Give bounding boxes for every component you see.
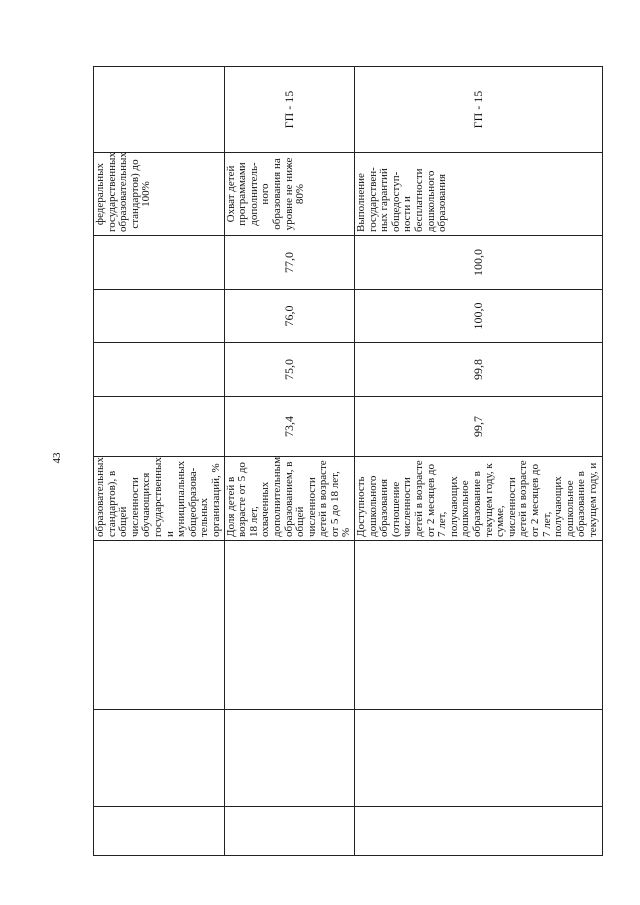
value-cell: 100,0 [355, 290, 603, 343]
empty-cell [224, 710, 355, 807]
table-row [355, 67, 603, 856]
target-cell: федеральных государственных образовательных стандартов) до 100% [94, 153, 225, 236]
document-table-rotated [93, 67, 599, 856]
value-cell [94, 236, 225, 290]
indicator-cell: Доступность дошкольного образования (отношение численности детей в возрасте от 2 месяцев до 7 лет, получающих дошкольное образование в текущем году, к сумме, численности детей в возрасте от 2 месяцев до 7 лет, получающих дошкольное образование в текущем году, и [355, 457, 603, 541]
value-cell [94, 343, 225, 397]
empty-cell [94, 541, 225, 710]
table-row [94, 67, 225, 856]
empty-cell [355, 710, 603, 807]
code-cell [94, 67, 225, 153]
value-cell: 75,0 [224, 343, 355, 397]
value-cell: 76,0 [224, 290, 355, 343]
value-cell [94, 290, 225, 343]
code-cell: ГП - 15 [224, 67, 355, 153]
indicator-cell: Доля детей в возрасте от 5 до 18 лет, охваченных дополнительным образованием, в общей численности детей в возрасте от 5 до 18 лет, % [224, 457, 355, 541]
empty-cell [355, 807, 603, 856]
empty-cell [94, 807, 225, 856]
indicator-cell: образовательных стандартов), в общей численности обучающихся государственных и муниципальных общеобразова-тельных организаций, % [94, 457, 225, 541]
empty-cell [224, 807, 355, 856]
table-row [224, 67, 355, 856]
empty-cell [94, 710, 225, 807]
value-cell: 100,0 [355, 236, 603, 290]
empty-cell [224, 541, 355, 710]
indicators-table [93, 66, 603, 856]
value-cell: 77,0 [224, 236, 355, 290]
value-cell: 73,4 [224, 397, 355, 457]
value-cell: 99,7 [355, 397, 603, 457]
value-cell: 99,8 [355, 343, 603, 397]
value-cell [94, 397, 225, 457]
target-cell: Выполнение государствен-ных гарантий общедоступ-ности и бесплатности дошкольного образования [355, 153, 603, 236]
target-cell: Охват детей программами дополнитель-ного образования на уровне не ниже 80% [224, 153, 355, 236]
page-number: 43 [51, 452, 63, 464]
code-cell: ГП - 15 [355, 67, 603, 153]
empty-cell [355, 541, 603, 710]
